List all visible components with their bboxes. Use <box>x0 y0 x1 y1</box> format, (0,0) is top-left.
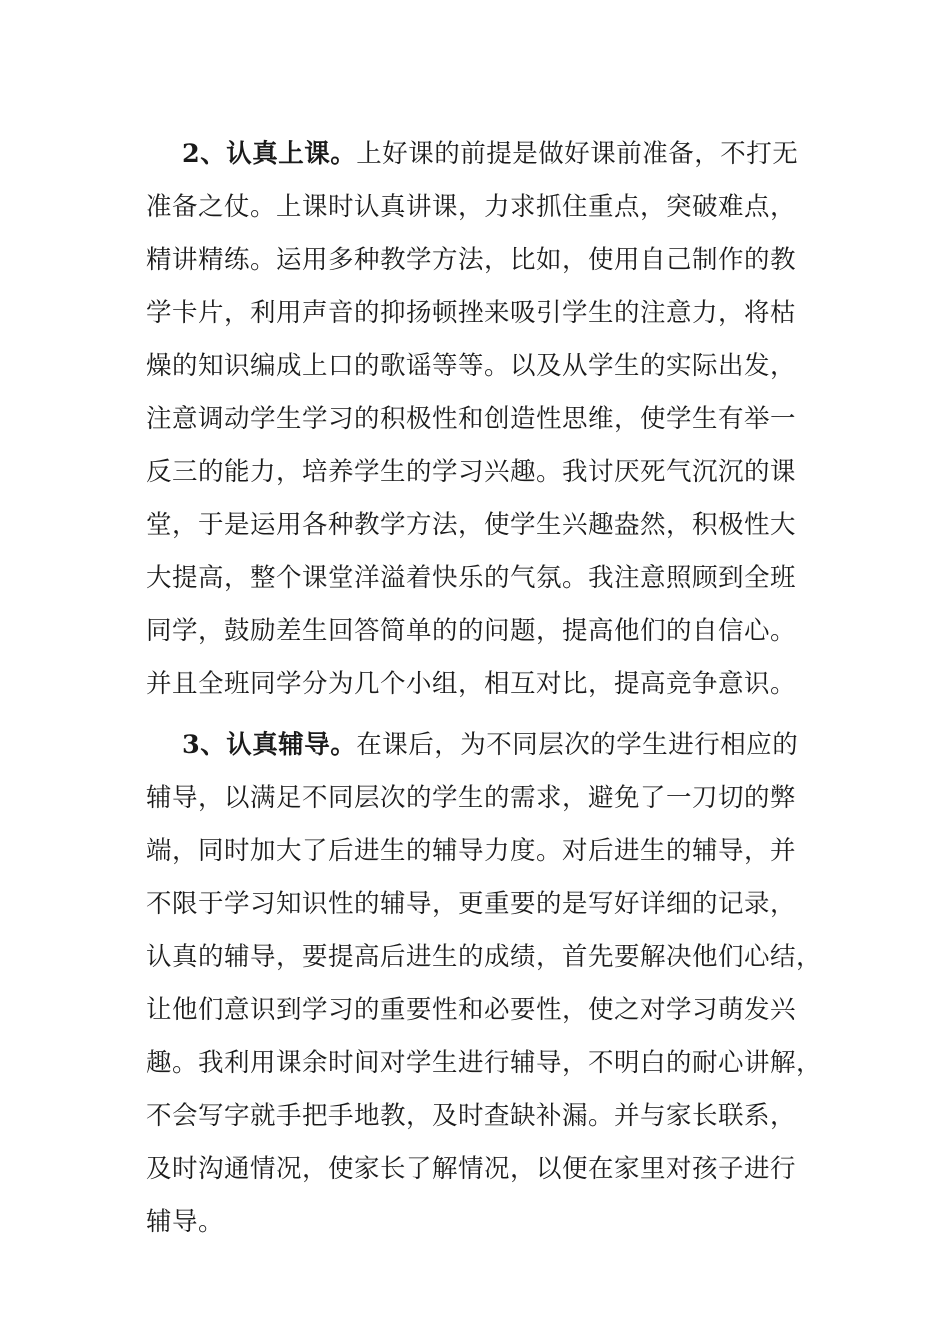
section-2-paragraph <box>146 128 806 711</box>
section-2-line: 精讲精练。运用多种教学方法，比如，使用自己制作的教 <box>146 245 797 275</box>
section-2-line: 燥的知识编成上口的歌谣等等。以及从学生的实际出发， <box>146 351 797 381</box>
section-2-line: 同学，鼓励差生回答简单的的问题，提高他们的自信心。 <box>146 616 797 646</box>
section-2-first-line <box>146 128 806 181</box>
section-2-line: 并且全班同学分为几个小组，相互对比，提高竞争意识。 <box>146 669 797 699</box>
section-3-paragraph <box>146 719 823 1249</box>
section-2-line: 准备之仗。上课时认真讲课，力求抓住重点，突破难点， <box>146 192 797 222</box>
section-3-line-text: 在课后，为不同层次的学生进行相应的 <box>356 730 799 760</box>
section-3-line: 趣。我利用课余时间对学生进行辅导，不明白的耐心讲解， <box>146 1048 823 1078</box>
section-3-line: 不限于学习知识性的辅导，更重要的是写好详细的记录， <box>146 889 797 919</box>
section-3-heading: 3、认真辅导。 <box>182 730 357 760</box>
section-2-line: 注意调动学生学习的积极性和创造性思维，使学生有举一 <box>146 404 797 434</box>
section-2-heading: 2、认真上课。 <box>182 139 357 169</box>
document-body <box>146 128 823 1257</box>
section-2-line: 学卡片，利用声音的抑扬顿挫来吸引学生的注意力，将枯 <box>146 298 797 328</box>
section-2-line: 反三的能力，培养学生的学习兴趣。我讨厌死气沉沉的课 <box>146 457 797 487</box>
section-3-first-line <box>146 719 806 772</box>
section-2-line-text: 上好课的前提是做好课前准备，不打无 <box>356 139 799 169</box>
section-3-line: 让他们意识到学习的重要性和必要性，使之对学习萌发兴 <box>146 995 797 1025</box>
section-3-line: 端，同时加大了后进生的辅导力度。对后进生的辅导，并 <box>146 836 797 866</box>
section-3-line: 辅导，以满足不同层次的学生的需求，避免了一刀切的弊 <box>146 783 797 813</box>
section-3-line: 认真的辅导，要提高后进生的成绩，首先要解决他们心结， <box>146 942 823 972</box>
section-2-line: 堂，于是运用各种教学方法，使学生兴趣盎然，积极性大 <box>146 510 797 540</box>
section-2-line: 大提高，整个课堂洋溢着快乐的气氛。我注意照顾到全班 <box>146 563 797 593</box>
section-3-line: 及时沟通情况，使家长了解情况，以便在家里对孩子进行 <box>146 1154 797 1184</box>
section-3-line: 辅导。 <box>146 1207 225 1237</box>
section-3-line: 不会写字就手把手地教，及时查缺补漏。并与家长联系， <box>146 1101 797 1131</box>
